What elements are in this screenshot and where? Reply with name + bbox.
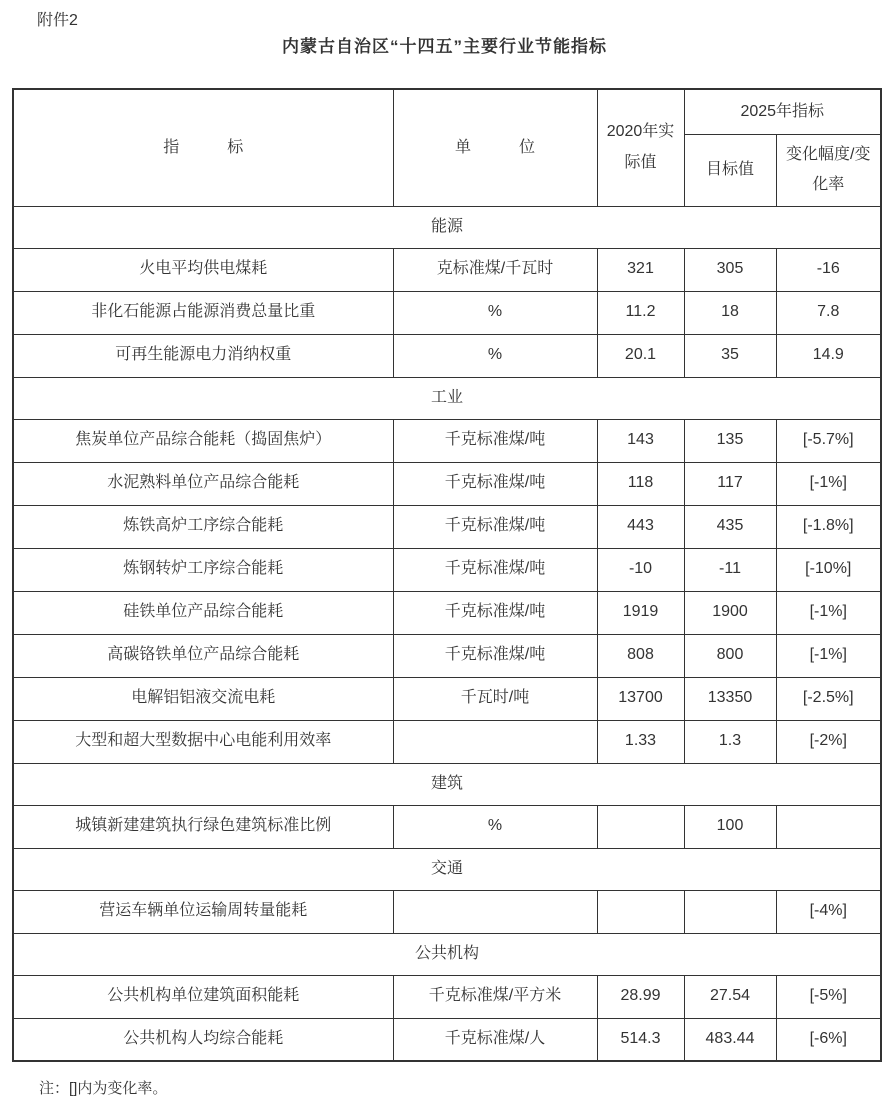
table-row — [13, 890, 881, 933]
target-2025-cell: 800 — [684, 634, 776, 677]
change-rate-cell: [-2%] — [776, 720, 881, 763]
header-row-top — [13, 89, 881, 134]
actual-2020-cell: 13700 — [597, 677, 684, 720]
unit-cell: % — [393, 334, 597, 377]
indicator-cell: 非化石能源占能源消费总量比重 — [13, 291, 393, 334]
table-row — [13, 634, 881, 677]
section-header-cell: 公共机构 — [13, 933, 881, 975]
change-rate-cell: [-1%] — [776, 634, 881, 677]
actual-2020-cell: 28.99 — [597, 975, 684, 1018]
actual-2020-cell: 1.33 — [597, 720, 684, 763]
actual-2020-cell: 808 — [597, 634, 684, 677]
change-rate-cell: [-1%] — [776, 462, 881, 505]
indicator-cell: 电解铝铝液交流电耗 — [13, 677, 393, 720]
target-2025-cell: 117 — [684, 462, 776, 505]
target-2025-cell: 305 — [684, 248, 776, 291]
change-rate-cell: [-5.7%] — [776, 419, 881, 462]
target-2025-cell: 13350 — [684, 677, 776, 720]
unit-cell — [393, 720, 597, 763]
unit-cell: 千克标准煤/人 — [393, 1018, 597, 1061]
table-row — [13, 591, 881, 634]
indicator-cell: 水泥熟料单位产品综合能耗 — [13, 462, 393, 505]
change-rate-cell: 7.8 — [776, 291, 881, 334]
target-2025-cell: 35 — [684, 334, 776, 377]
change-rate-cell: [-10%] — [776, 548, 881, 591]
table-row — [13, 548, 881, 591]
change-rate-cell: [-1%] — [776, 591, 881, 634]
table-row — [13, 975, 881, 1018]
unit-cell: 千瓦时/吨 — [393, 677, 597, 720]
section-header-cell: 建筑 — [13, 763, 881, 805]
page-title: 内蒙古自治区“十四五”主要行业节能指标 — [282, 37, 607, 56]
table-row — [13, 462, 881, 505]
table-row — [13, 677, 881, 720]
actual-2020-cell: 11.2 — [597, 291, 684, 334]
col-header-target-value: 目标值 — [684, 134, 776, 206]
col-header-change-rate: 变化幅度/变化率 — [776, 134, 881, 206]
col-header-unit: 单 位 — [393, 89, 597, 206]
indicator-cell: 公共机构人均综合能耗 — [13, 1018, 393, 1061]
unit-cell: % — [393, 805, 597, 848]
indicator-cell: 大型和超大型数据中心电能利用效率 — [13, 720, 393, 763]
actual-2020-cell: 514.3 — [597, 1018, 684, 1061]
table-row — [13, 1018, 881, 1061]
attachment-label: 附件2 — [37, 12, 78, 29]
table-row — [13, 505, 881, 548]
change-rate-cell: [-2.5%] — [776, 677, 881, 720]
col-header-indicator: 指 标 — [13, 89, 393, 206]
indicator-cell: 高碳铬铁单位产品综合能耗 — [13, 634, 393, 677]
actual-2020-cell: 143 — [597, 419, 684, 462]
target-2025-cell: 27.54 — [684, 975, 776, 1018]
indicator-cell: 公共机构单位建筑面积能耗 — [13, 975, 393, 1018]
unit-cell: 千克标准煤/吨 — [393, 505, 597, 548]
section-header-row — [13, 933, 881, 975]
unit-cell: 千克标准煤/吨 — [393, 591, 597, 634]
actual-2020-cell: 1919 — [597, 591, 684, 634]
indicator-cell: 硅铁单位产品综合能耗 — [13, 591, 393, 634]
unit-cell: 千克标准煤/吨 — [393, 462, 597, 505]
change-rate-cell: [-4%] — [776, 890, 881, 933]
indicator-table — [12, 88, 882, 1062]
section-header-row — [13, 206, 881, 248]
table-row — [13, 248, 881, 291]
change-rate-cell — [776, 805, 881, 848]
section-header-cell: 能源 — [13, 206, 881, 248]
indicator-cell: 炼钢转炉工序综合能耗 — [13, 548, 393, 591]
indicator-cell: 炼铁高炉工序综合能耗 — [13, 505, 393, 548]
indicator-cell: 城镇新建建筑执行绿色建筑标准比例 — [13, 805, 393, 848]
actual-2020-cell: 443 — [597, 505, 684, 548]
section-header-row — [13, 848, 881, 890]
target-2025-cell: 1900 — [684, 591, 776, 634]
table-row — [13, 291, 881, 334]
footnote: 注：[]内为变化率。 — [39, 1080, 168, 1097]
target-2025-cell: 135 — [684, 419, 776, 462]
target-2025-cell: -11 — [684, 548, 776, 591]
change-rate-cell: 14.9 — [776, 334, 881, 377]
actual-2020-cell: 321 — [597, 248, 684, 291]
actual-2020-cell — [597, 890, 684, 933]
target-2025-cell: 18 — [684, 291, 776, 334]
target-2025-cell — [684, 890, 776, 933]
table-row — [13, 419, 881, 462]
indicator-cell: 火电平均供电煤耗 — [13, 248, 393, 291]
target-2025-cell: 435 — [684, 505, 776, 548]
target-2025-cell: 483.44 — [684, 1018, 776, 1061]
change-rate-cell: [-5%] — [776, 975, 881, 1018]
unit-cell — [393, 890, 597, 933]
actual-2020-cell: -10 — [597, 548, 684, 591]
table-body — [13, 206, 881, 1061]
section-header-cell: 交通 — [13, 848, 881, 890]
indicator-cell: 可再生能源电力消纳权重 — [13, 334, 393, 377]
change-rate-cell: [-1.8%] — [776, 505, 881, 548]
table-header — [13, 89, 881, 206]
table-row — [13, 805, 881, 848]
table-row — [13, 720, 881, 763]
section-header-row — [13, 377, 881, 419]
unit-cell: % — [393, 291, 597, 334]
unit-cell: 克标准煤/千瓦时 — [393, 248, 597, 291]
indicator-cell: 营运车辆单位运输周转量能耗 — [13, 890, 393, 933]
change-rate-cell: [-6%] — [776, 1018, 881, 1061]
actual-2020-cell: 20.1 — [597, 334, 684, 377]
col-header-2020-actual: 2020年实际值 — [597, 89, 684, 206]
unit-cell: 千克标准煤/吨 — [393, 419, 597, 462]
unit-cell: 千克标准煤/平方米 — [393, 975, 597, 1018]
actual-2020-cell: 118 — [597, 462, 684, 505]
indicator-cell: 焦炭单位产品综合能耗（捣固焦炉） — [13, 419, 393, 462]
actual-2020-cell — [597, 805, 684, 848]
change-rate-cell: -16 — [776, 248, 881, 291]
unit-cell: 千克标准煤/吨 — [393, 634, 597, 677]
unit-cell: 千克标准煤/吨 — [393, 548, 597, 591]
table-row — [13, 334, 881, 377]
section-header-row — [13, 763, 881, 805]
col-header-2025-group: 2025年指标 — [684, 89, 881, 134]
section-header-cell: 工业 — [13, 377, 881, 419]
target-2025-cell: 1.3 — [684, 720, 776, 763]
target-2025-cell: 100 — [684, 805, 776, 848]
